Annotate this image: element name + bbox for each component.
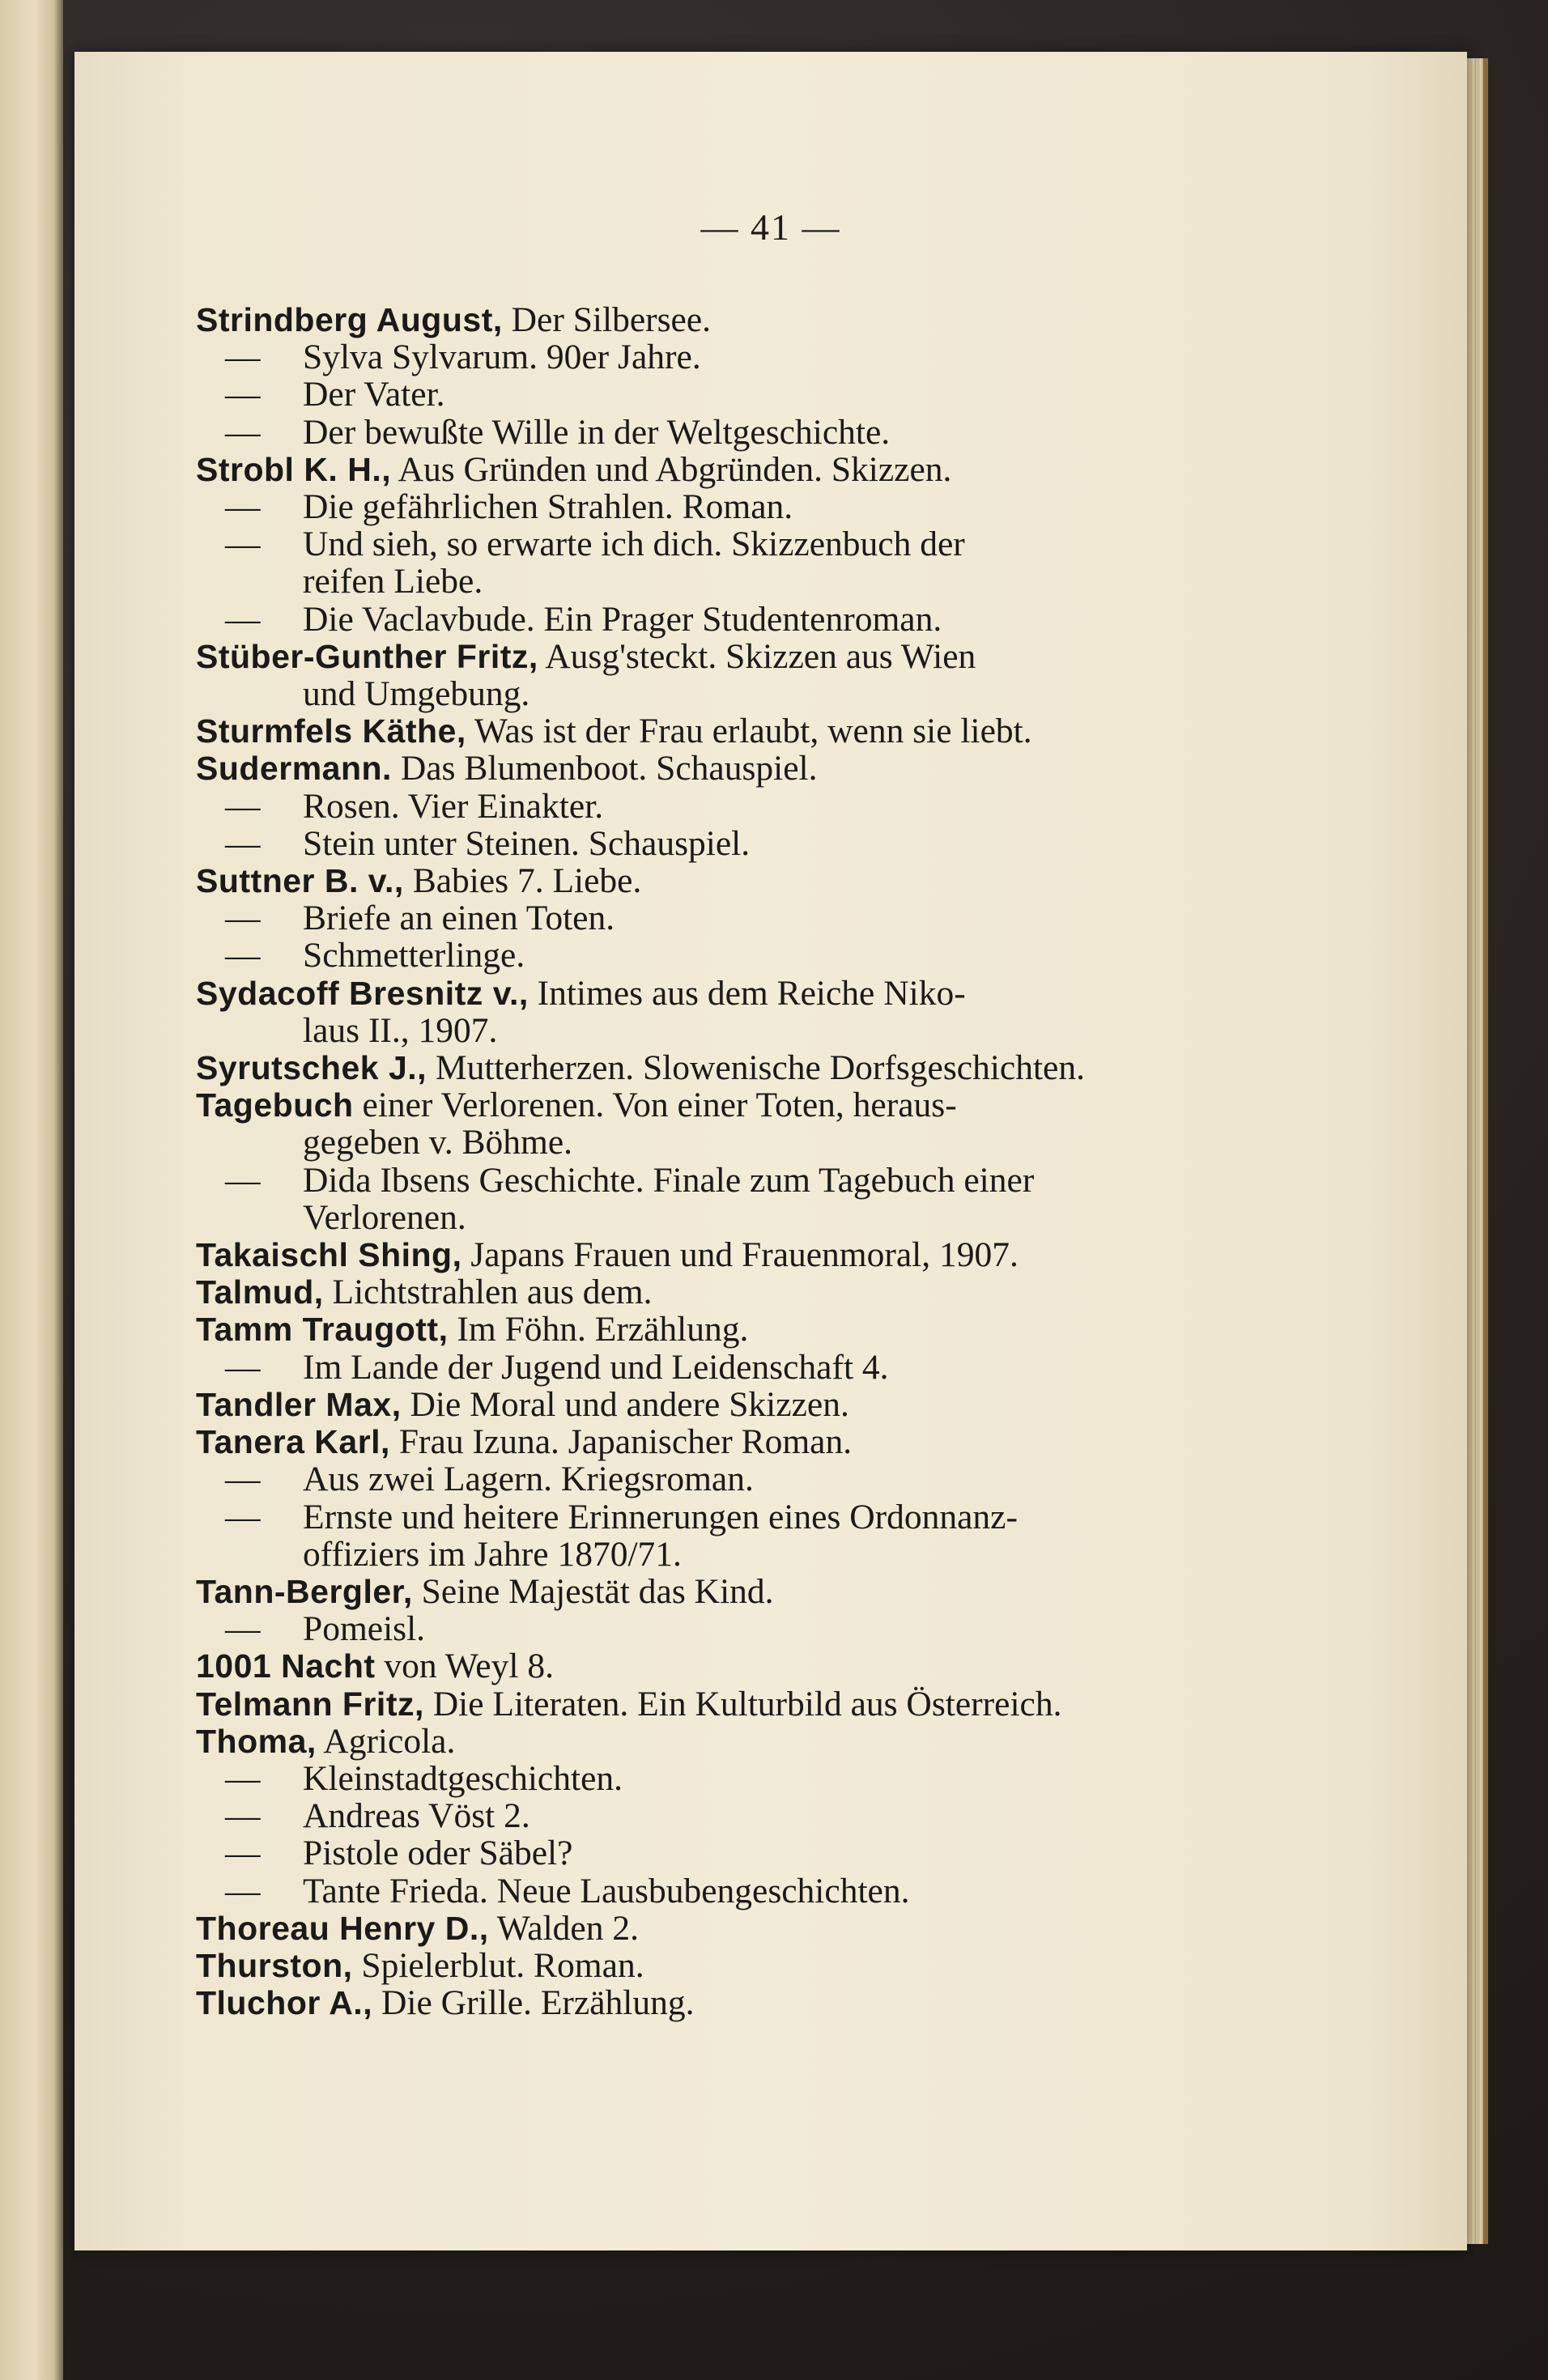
entry-text: Lichtstrahlen aus dem.: [332, 1273, 653, 1312]
entry-author: Stüber-Gunther Fritz,: [196, 637, 538, 675]
entry-line: [196, 1311, 1309, 1348]
entry-line: [196, 451, 1309, 488]
entry-line: [196, 376, 1309, 413]
entry-text: Schmetterlinge.: [303, 936, 525, 975]
entry-text: Aus zwei Lagern. Kriegsroman.: [303, 1460, 754, 1499]
entry-text: gegeben v. Böhme.: [303, 1123, 573, 1162]
entry-text: Rosen. Vier Einakter.: [303, 786, 604, 826]
entry-line: [196, 1086, 1309, 1124]
catalog-entry: [196, 1685, 1309, 1723]
catalog-entry: [196, 1760, 1309, 1797]
entry-text: offiziers im Jahre 1870/71.: [303, 1534, 682, 1574]
ditto-dash: —: [225, 487, 261, 527]
entry-text: Die Literaten. Ein Kulturbild aus Österreich.: [432, 1684, 1062, 1723]
entry-line: [196, 975, 1309, 1012]
entry-author: Takaischl Shing,: [196, 1236, 462, 1274]
entry-line: [196, 1610, 1309, 1647]
entry-line: [196, 1647, 1309, 1685]
entry-text: Frau Izuna. Japanischer Roman.: [398, 1422, 853, 1462]
entry-text: Andreas Vöst 2.: [303, 1796, 530, 1836]
catalog-entry: [196, 712, 1309, 750]
entry-text: Intimes aus dem Reiche Niko-: [537, 973, 966, 1013]
entry-line: [196, 1236, 1309, 1273]
entry-line: [196, 1349, 1309, 1386]
catalog-entry: [196, 937, 1309, 974]
ditto-dash: —: [225, 525, 261, 564]
entry-line: [196, 638, 1309, 675]
entry-text: Ernste und heitere Erinnerungen eines Ordonnanz-: [303, 1497, 1018, 1536]
catalog-entry: [196, 1423, 1309, 1460]
entry-text: Die Moral und andere Skizzen.: [410, 1384, 849, 1424]
entry-author: Sudermann.: [196, 750, 392, 788]
entry-line: [196, 1273, 1309, 1311]
ditto-dash: —: [225, 1796, 261, 1836]
catalog-entry: [196, 1723, 1309, 1760]
ditto-dash: —: [225, 412, 261, 452]
entry-author: Talmud,: [196, 1273, 324, 1311]
catalog-entry: [196, 1162, 1309, 1236]
entry-author: Sturmfels Käthe,: [196, 712, 466, 750]
entry-text: reifen Liebe.: [303, 562, 483, 601]
facing-page-edge: [0, 0, 63, 2380]
catalog-entry: [196, 451, 1309, 488]
entry-author: Tandler Max,: [196, 1385, 402, 1423]
catalog-entry: [196, 1236, 1309, 1273]
entry-text: Im Lande der Jugend und Leidenschaft 4.: [303, 1347, 889, 1387]
entry-line: [196, 712, 1309, 750]
entry-line: [196, 301, 1309, 338]
catalog-entry: [196, 301, 1309, 338]
entry-text: Der Vater.: [303, 375, 445, 414]
catalog-entry: [196, 1086, 1309, 1161]
entry-line: [196, 1124, 1309, 1161]
ditto-dash: —: [225, 338, 261, 377]
entry-line: [196, 1910, 1309, 1947]
catalog-entry: [196, 1349, 1309, 1386]
entry-line: [196, 675, 1309, 712]
catalog-entry: [196, 1610, 1309, 1647]
ditto-dash: —: [225, 823, 261, 863]
catalog-entry: [196, 488, 1309, 525]
entry-author: Sydacoff Bresnitz v.,: [196, 974, 529, 1012]
catalog-entry: [196, 1984, 1309, 2021]
entry-text: Agricola.: [323, 1721, 456, 1761]
entry-line: [196, 1049, 1309, 1086]
entry-line: [196, 488, 1309, 525]
catalog-entry: [196, 525, 1309, 600]
entry-author: Strobl K. H.,: [196, 450, 392, 488]
entry-text: Spielerblut. Roman.: [361, 1945, 644, 1985]
entry-line: [196, 563, 1309, 600]
entry-line: [196, 1872, 1309, 1910]
entry-text: Walden 2.: [496, 1908, 639, 1948]
entry-text: Der bewußte Wille in der Weltgeschichte.: [303, 412, 891, 452]
entry-text: Im Föhn. Erzählung.: [457, 1310, 749, 1349]
entry-line: [196, 1573, 1309, 1610]
catalog-entry: [196, 975, 1309, 1049]
entry-author: Tluchor A.,: [196, 1984, 373, 2022]
entry-text: Die gefährlichen Strahlen. Roman.: [303, 487, 793, 527]
entry-text: Kleinstadtgeschichten.: [303, 1758, 623, 1798]
ditto-dash: —: [225, 1460, 261, 1499]
entry-line: [196, 1386, 1309, 1423]
entry-text: Das Blumenboot. Schauspiel.: [400, 749, 818, 788]
entry-line: [196, 338, 1309, 376]
entry-line: [196, 825, 1309, 862]
entry-author: Telmann Fritz,: [196, 1685, 424, 1723]
entry-text: Mutterherzen. Slowenische Dorfsgeschichten.: [435, 1048, 1085, 1088]
entry-text: Dida Ibsens Geschichte. Finale zum Tagebuch einer: [303, 1160, 1035, 1200]
ditto-dash: —: [225, 1160, 261, 1200]
entry-author: Syrutschek J.,: [196, 1049, 427, 1087]
entry-author: Suttner B. v.,: [196, 862, 404, 900]
entry-author: Strindberg August,: [196, 301, 503, 338]
entry-author: Tann-Bergler,: [196, 1572, 413, 1610]
entry-text: Aus Gründen und Abgründen. Skizzen.: [398, 449, 952, 489]
catalog-entry: [196, 862, 1309, 899]
catalog-entry: [196, 750, 1309, 787]
catalog-entry: [196, 1947, 1309, 1984]
catalog-entry: [196, 1872, 1309, 1910]
entry-line: [196, 1498, 1309, 1536]
ditto-dash: —: [225, 1609, 261, 1649]
catalog-entry: [196, 638, 1309, 712]
catalog-entry: [196, 1273, 1309, 1311]
catalog-entry: [196, 1049, 1309, 1086]
entry-line: [196, 1947, 1309, 1984]
entry-line: [196, 1199, 1309, 1236]
entry-text: einer Verlorenen. Von einer Toten, heraus-: [362, 1086, 957, 1125]
entry-text: Was ist der Frau erlaubt, wenn sie liebt.: [474, 712, 1032, 751]
entry-text: laus II., 1907.: [303, 1010, 498, 1050]
page-number: — 41 —: [700, 206, 841, 248]
entry-line: [196, 601, 1309, 638]
catalog-entry: [196, 788, 1309, 825]
entry-line: [196, 414, 1309, 451]
entry-text: von Weyl 8.: [384, 1647, 554, 1686]
entry-author: Thoreau Henry D.,: [196, 1909, 489, 1947]
entry-author: 1001 Nacht: [196, 1647, 376, 1685]
entry-text: und Umgebung.: [303, 674, 530, 714]
entry-line: [196, 788, 1309, 825]
entry-line: [196, 1984, 1309, 2021]
book-page: [74, 52, 1467, 2250]
entry-line: [196, 1460, 1309, 1498]
ditto-dash: —: [225, 1497, 261, 1536]
ditto-dash: —: [225, 599, 261, 639]
entry-text: Der Silbersee.: [511, 300, 712, 339]
ditto-dash: —: [225, 375, 261, 414]
entry-line: [196, 937, 1309, 974]
catalog-entry: [196, 1834, 1309, 1872]
entry-text: Ausg'steckt. Skizzen aus Wien: [545, 636, 976, 676]
ditto-dash: —: [225, 1758, 261, 1798]
catalog-entry: [196, 376, 1309, 413]
entry-text: Babies 7. Liebe.: [412, 861, 642, 901]
entry-text: Die Grille. Erzählung.: [381, 1983, 695, 2023]
catalog-entries: [196, 301, 1309, 2021]
catalog-entry: [196, 1797, 1309, 1834]
entry-author: Tanera Karl,: [196, 1423, 390, 1461]
catalog-entry: [196, 1498, 1309, 1573]
ditto-dash: —: [225, 1834, 261, 1873]
entry-text: Die Vaclavbude. Ein Prager Studentenroman.: [303, 599, 942, 639]
entry-author: Tamm Traugott,: [196, 1311, 449, 1349]
catalog-entry: [196, 1311, 1309, 1348]
entry-line: [196, 1685, 1309, 1723]
entry-text: Japans Frauen und Frauenmoral, 1907.: [470, 1235, 1019, 1275]
entry-text: Pomeisl.: [303, 1609, 426, 1649]
entry-text: Pistole oder Säbel?: [303, 1834, 573, 1873]
entry-line: [196, 1760, 1309, 1797]
ditto-dash: —: [225, 899, 261, 938]
entry-line: [196, 750, 1309, 787]
entry-author: Thurston,: [196, 1946, 353, 1984]
entry-author: Thoma,: [196, 1722, 317, 1760]
entry-line: [196, 1012, 1309, 1049]
entry-text: Sylva Sylvarum. 90er Jahre.: [303, 338, 701, 377]
entry-text: Seine Majestät das Kind.: [421, 1571, 774, 1611]
catalog-entry: [196, 338, 1309, 376]
catalog-entry: [196, 1386, 1309, 1423]
entry-line: [196, 1536, 1309, 1573]
entry-line: [196, 1723, 1309, 1760]
entry-text: Briefe an einen Toten.: [303, 899, 615, 938]
catalog-entry: [196, 825, 1309, 862]
catalog-entry: [196, 1647, 1309, 1685]
entry-line: [196, 899, 1309, 937]
entry-text: Tante Frieda. Neue Lausbubengeschichten.: [303, 1871, 910, 1910]
catalog-entry: [196, 414, 1309, 451]
entry-author: Tagebuch: [196, 1086, 354, 1124]
entry-line: [196, 1797, 1309, 1834]
entry-line: [196, 1834, 1309, 1872]
entry-text: Verlorenen.: [303, 1197, 466, 1237]
catalog-entry: [196, 601, 1309, 638]
entry-text: Stein unter Steinen. Schauspiel.: [303, 823, 751, 863]
entry-line: [196, 525, 1309, 563]
catalog-entry: [196, 1573, 1309, 1610]
entry-text: Und sieh, so erwarte ich dich. Skizzenbuch der: [303, 525, 965, 564]
ditto-dash: —: [225, 936, 261, 975]
ditto-dash: —: [225, 786, 261, 826]
entry-line: [196, 1423, 1309, 1460]
catalog-entry: [196, 1910, 1309, 1947]
entry-line: [196, 1162, 1309, 1199]
catalog-entry: [196, 1460, 1309, 1498]
entry-line: [196, 862, 1309, 899]
ditto-dash: —: [225, 1871, 261, 1910]
catalog-entry: [196, 899, 1309, 937]
ditto-dash: —: [225, 1347, 261, 1387]
